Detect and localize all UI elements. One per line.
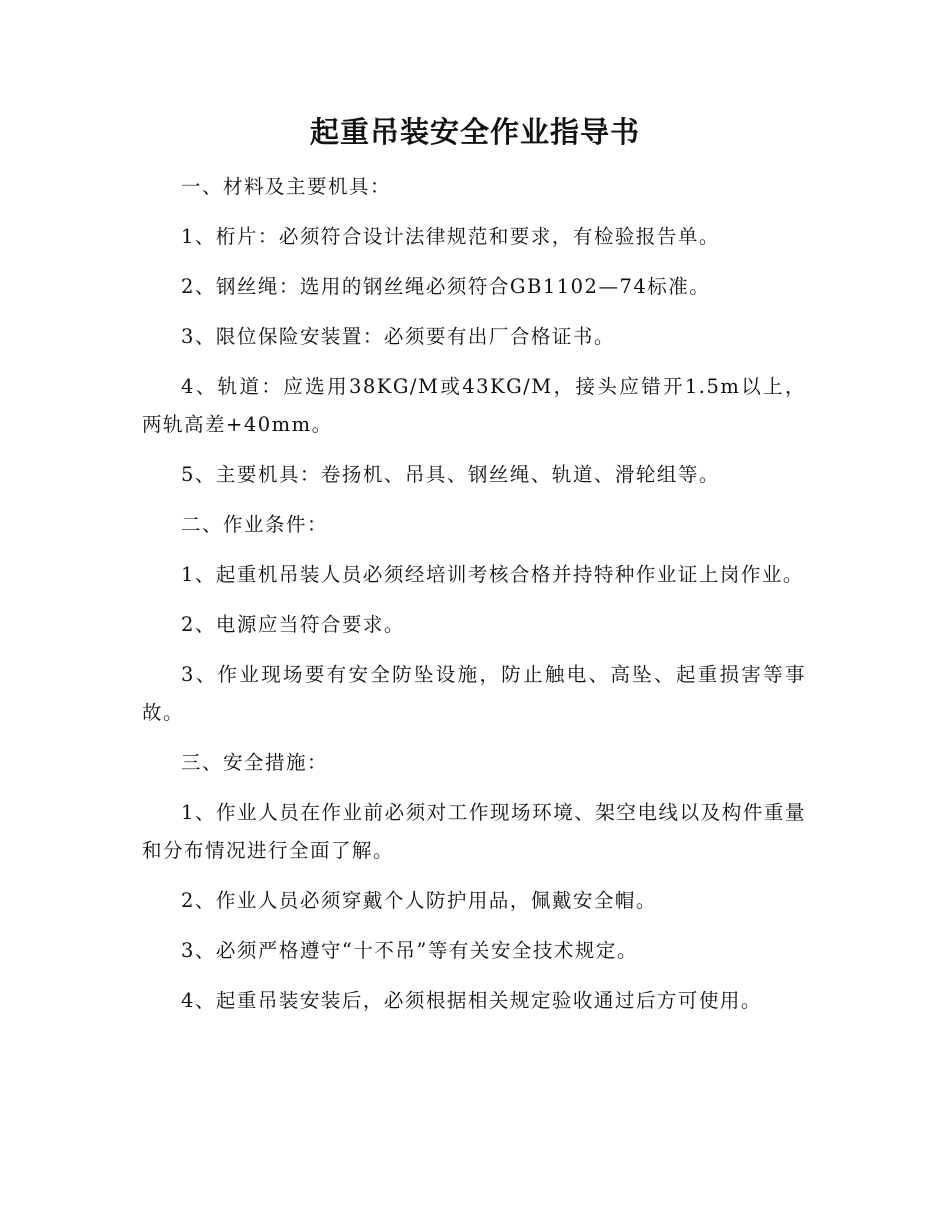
paragraph-ten-no-lift-rules: 3、必须严格遵守“十不吊”等有关安全技术规定。 xyxy=(181,939,638,962)
paragraph-power-supply: 2、电源应当符合要求。 xyxy=(181,613,405,636)
paragraph-track: 4、轨道：应选用38KG/M或43KG/M，接头应错开1.5m以上，两轨高差+40mm。 xyxy=(142,375,806,436)
paragraph-acceptance-inspection: 4、起重吊装安装后，必须根据相关规定验收通过后方可使用。 xyxy=(181,989,762,1012)
section-heading-materials: 一、材料及主要机具： xyxy=(181,175,392,198)
section-heading-conditions: 二、作业条件： xyxy=(181,513,329,536)
paragraph-limit-device: 3、限位保险安装置：必须要有出厂合格证书。 xyxy=(181,325,615,348)
paragraph-site-protection: 3、作业现场要有安全防坠设施，防止触电、高坠、起重损害等事故。 xyxy=(142,663,806,724)
paragraph-site-survey: 1、作业人员在作业前必须对工作现场环境、架空电线以及构件重量和分布情况进行全面了解。 xyxy=(142,801,806,862)
section-heading-safety-measures: 三、安全措施： xyxy=(181,751,329,774)
paragraph-protective-equipment: 2、作业人员必须穿戴个人防护用品，佩戴安全帽。 xyxy=(181,889,657,912)
paragraph-wire-rope: 2、钢丝绳：选用的钢丝绳必须符合GB1102—74标准。 xyxy=(181,275,711,298)
paragraph-truss: 1、桁片：必须符合设计法律规范和要求，有检验报告单。 xyxy=(181,225,720,248)
paragraph-main-tools: 5、主要机具：卷扬机、吊具、钢丝绳、轨道、滑轮组等。 xyxy=(181,463,720,486)
paragraph-crane-personnel: 1、起重机吊装人员必须经培训考核合格并持特种作业证上岗作业。 xyxy=(181,563,804,586)
document-body xyxy=(142,168,806,1032)
document-title: 起重吊装安全作业指导书 xyxy=(309,115,640,149)
